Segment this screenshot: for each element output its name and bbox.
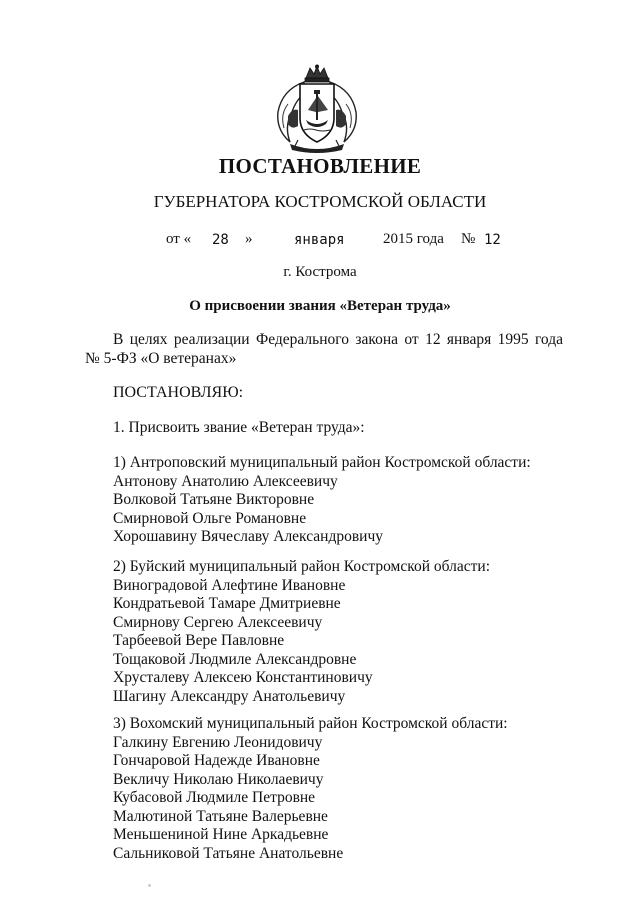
preamble-paragraph: [85, 330, 563, 368]
district-title: 2) Буйский муниципальный район Костромской области:: [113, 558, 491, 575]
district-block: [113, 715, 508, 863]
date-close-quote: »: [245, 231, 253, 247]
city-line: г. Кострома: [283, 264, 357, 280]
district-block: [113, 558, 490, 706]
preamble-line-1: В целях реализации Федерального закона от 12 января 1995 года: [113, 331, 563, 348]
list-item: Тарбеевой Вере Павловне: [113, 632, 285, 649]
scan-speck: [148, 884, 151, 887]
district-block: [113, 454, 531, 547]
list-item: Гончаровой Надежде Ивановне: [113, 752, 320, 769]
list-item: Галкину Евгению Леонидовичу: [113, 733, 323, 751]
list-item: Кондратьевой Тамаре Дмитриевне: [113, 595, 341, 612]
list-item: Хорошавину Вячеславу Александровичу: [113, 528, 383, 545]
list-item: Смирновой Ольге Романовне: [113, 509, 307, 527]
list-item: Меньшениной Нине Аркадьевне: [113, 826, 329, 843]
date-day: 28: [212, 232, 229, 248]
date-year: 2015 года: [383, 231, 444, 247]
list-item: Кубасовой Людмиле Петровне: [113, 789, 316, 806]
list-item: Шагину Александру Анатольевичу: [113, 687, 346, 705]
list-item: Виноградовой Алефтине Ивановне: [113, 576, 346, 594]
date-month: января: [294, 232, 345, 248]
list-item: Малютиной Татьяне Валерьевне: [113, 807, 328, 825]
list-item: Хрусталеву Алексею Константиновичу: [113, 669, 373, 686]
list-item: Сальниковой Татьяне Анатольевне: [113, 844, 344, 862]
district-title: 1) Антроповский муниципальный район Костромской области:: [113, 454, 531, 471]
list-item: Векличу Николаю Николаевичу: [113, 770, 324, 788]
date-prefix: от «: [166, 231, 192, 247]
list-item: Смирнову Сергею Алексеевичу: [113, 613, 323, 631]
list-item: Антонову Анатолию Алексеевичу: [113, 472, 338, 490]
district-title: 3) Вохомский муниципальный район Костромской области:: [113, 715, 508, 732]
document-number: 12: [484, 232, 501, 248]
decree-word: ПОСТАНОВЛЯЮ:: [113, 384, 244, 401]
issuer-title: ГУБЕРНАТОРА КОСТРОМСКОЙ ОБЛАСТИ: [153, 192, 487, 211]
preamble-line-2: № 5-ФЗ «О ветеранах»: [85, 350, 237, 367]
coat-of-arms-icon: [270, 64, 364, 156]
list-item: Тощаковой Людмиле Александровне: [113, 650, 357, 668]
item-1-heading: 1. Присвоить звание «Ветеран труда»:: [113, 419, 365, 436]
document-type-title: ПОСТАНОВЛЕНИЕ: [218, 154, 422, 178]
list-item: Волковой Татьяне Викторовне: [113, 491, 315, 508]
subject-title: О присвоении звания «Ветеран труда»: [189, 298, 451, 314]
number-sign: №: [461, 231, 476, 247]
